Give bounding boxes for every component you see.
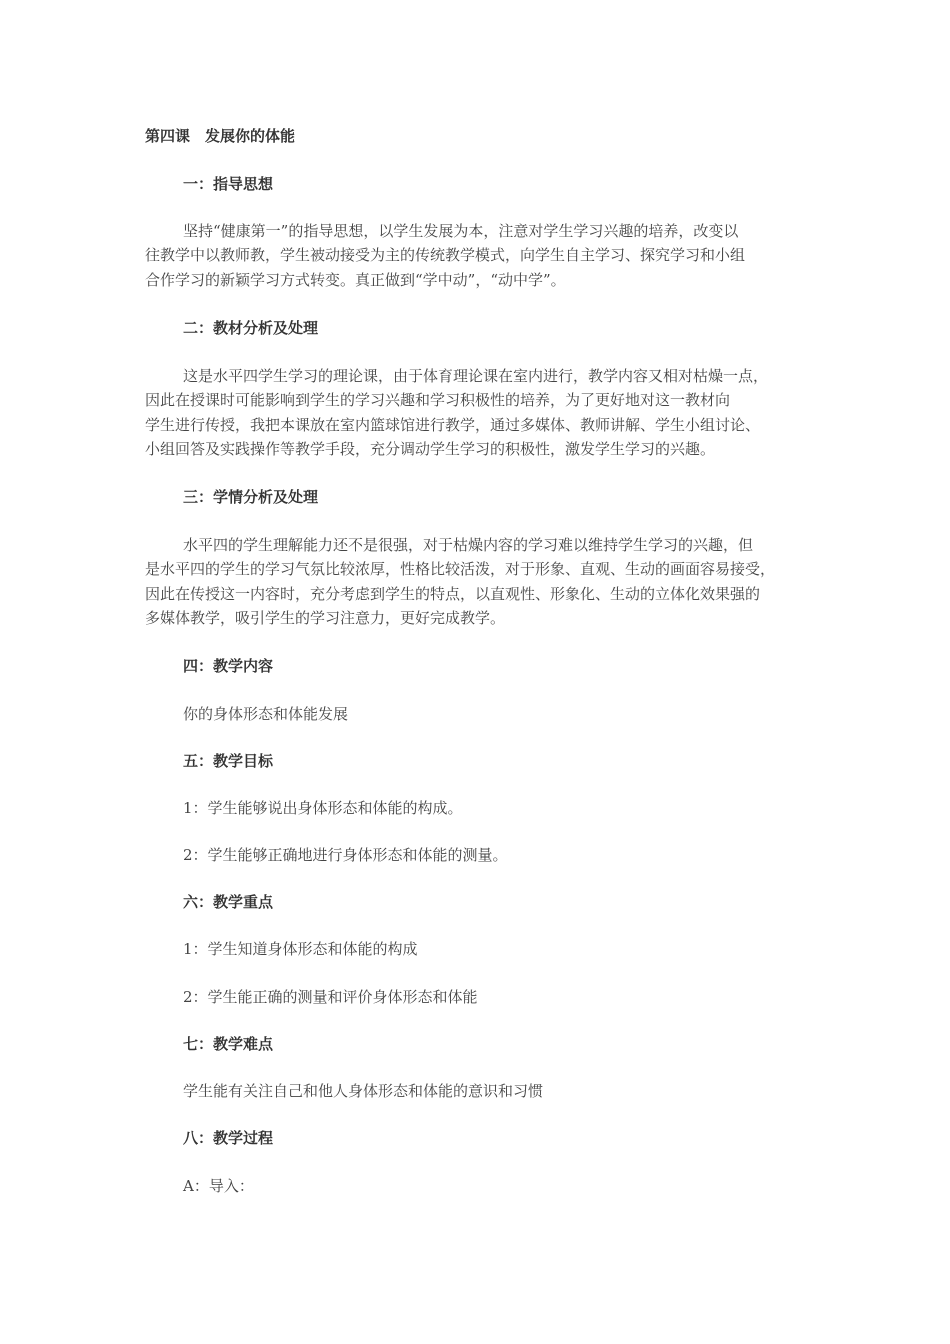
paragraph-line: 因此在传授这一内容时，充分考虑到学生的特点，以直观性、形象化、生动的立体化效果强的 [145, 584, 761, 603]
list-item: A：导入： [183, 1177, 254, 1195]
paragraph-line: 因此在授课时可能影响到学生的学习兴趣和学习积极性的培养，为了更好地对这一教材向 [145, 391, 731, 410]
list-item: 学生能有关注自己和他人身体形态和体能的意识和习惯 [183, 1082, 544, 1100]
paragraph-material-analysis [145, 364, 820, 461]
list-item: 你的身体形态和体能发展 [183, 705, 349, 723]
section-heading-key-points: 六：教学重点 [183, 893, 274, 911]
document-title: 第四课 发展你的体能 [145, 127, 296, 145]
section-heading-material-analysis: 二：教材分析及处理 [183, 319, 319, 337]
paragraph-line: 学生进行传授，我把本课放在室内篮球馆进行教学，通过多媒体、教师讲解、学生小组讨论、 [145, 415, 761, 434]
list-item: 1：学生知道身体形态和体能的构成 [183, 940, 418, 958]
list-item: 2：学生能够正确地进行身体形态和体能的测量。 [183, 846, 508, 864]
paragraph-guiding-thought [145, 219, 820, 292]
section-heading-teaching-goals: 五：教学目标 [183, 752, 274, 770]
paragraph-line: 是水平四的学生的学习气氛比较浓厚，性格比较活泼，对于形象、直观、生动的画面容易接受， [145, 560, 776, 579]
section-heading-guiding-thought: 一：指导思想 [183, 175, 274, 193]
section-heading-teaching-process: 八：教学过程 [183, 1129, 274, 1147]
paragraph-line: 水平四的学生理解能力还不是很强，对于枯燥内容的学习难以维持学生学习的兴趣，但 [183, 536, 754, 554]
paragraph-line: 合作学习的新颖学习方式转变。真正做到“学中动”，“动中学”。 [145, 270, 566, 289]
paragraph-line: 小组回答及实践操作等教学手段，充分调动学生学习的积极性，激发学生学习的兴趣。 [145, 439, 716, 458]
paragraph-line: 多媒体教学，吸引学生的学习注意力，更好完成教学。 [145, 608, 506, 627]
list-item: 2：学生能正确的测量和评价身体形态和体能 [183, 988, 478, 1006]
paragraph-line: 这是水平四学生学习的理论课，由于体育理论课在室内进行，教学内容又相对枯燥一点， [183, 367, 769, 385]
paragraph-student-analysis [145, 533, 820, 630]
section-heading-teaching-content: 四：教学内容 [183, 657, 274, 675]
section-heading-difficulties: 七：教学难点 [183, 1035, 274, 1053]
section-heading-student-analysis: 三：学情分析及处理 [183, 488, 319, 506]
paragraph-line: 往教学中以教师教，学生被动接受为主的传统教学模式，向学生自主学习、探究学习和小组 [145, 246, 746, 265]
paragraph-line: 坚持“健康第一”的指导思想，以学生发展为本，注意对学生学习兴趣的培养，改变以 [183, 222, 739, 240]
list-item: 1：学生能够说出身体形态和体能的构成。 [183, 799, 463, 817]
